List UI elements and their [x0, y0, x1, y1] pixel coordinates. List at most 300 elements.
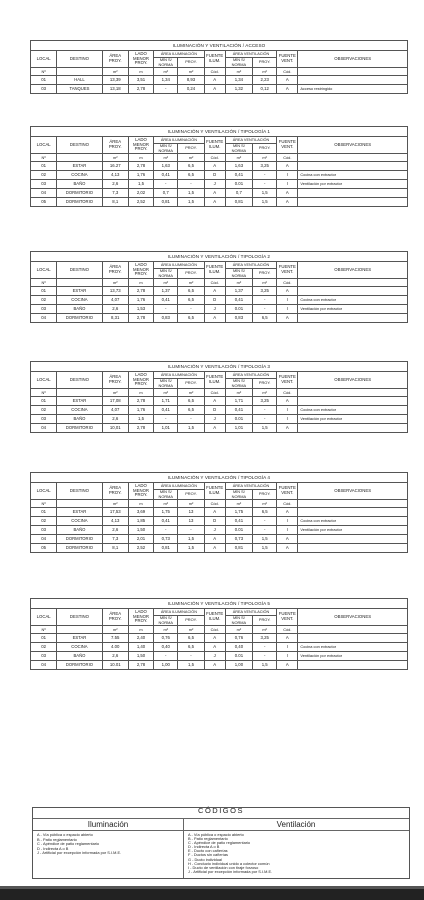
codes-ilum-item: D - Indirecta A o B — [37, 845, 69, 851]
unit-label: m² — [253, 500, 277, 508]
header-proy: PROY. — [253, 58, 277, 68]
cell-local: 02 — [31, 170, 57, 179]
cell-vent-min: 0.01 — [225, 525, 252, 534]
header-observaciones: OBSERVACIONES — [298, 51, 408, 68]
table-row — [31, 534, 408, 543]
table-title: ILUMINACIÓN Y VENTILACIÓN / TIPOLOGÍA 3 — [31, 362, 408, 372]
cell-fuente-ilum: A — [204, 423, 225, 432]
cell-obs — [298, 197, 408, 206]
ilum-vent-table — [30, 472, 408, 553]
cell-area: 7,3 — [102, 534, 128, 543]
ilum-vent-table — [30, 361, 408, 433]
cell-vent-min: 1,63 — [225, 161, 252, 170]
cell-obs — [298, 534, 408, 543]
cell-fuente-vent: I — [277, 405, 298, 414]
cell-vent-min: 0.01 — [225, 651, 252, 660]
header-area-iluminacion: ÁREA ILUMINACIÓN — [154, 483, 205, 490]
cell-fuente-vent: A — [277, 660, 298, 669]
header-fuente-ilum: FUENTE ILUM. — [204, 51, 225, 68]
cell-area: 7,3 — [102, 188, 128, 197]
unit-label — [57, 68, 102, 76]
header-min-norma: MÍN S/ NORMA — [225, 490, 252, 500]
cell-lado: 1,76 — [128, 405, 153, 414]
cell-fuente-vent: A — [277, 75, 298, 84]
cell-local: 03 — [31, 414, 57, 423]
header-proy: PROY. — [253, 616, 277, 626]
header-min-norma: MÍN S/ NORMA — [154, 58, 178, 68]
cell-vent-proy: - — [253, 179, 277, 188]
header-area-ventilacion: ÁREA VENTILACIÓN — [225, 609, 277, 616]
header-proy: PROY. — [178, 144, 204, 154]
header-lado-menor: LADO MENOR PROY. — [128, 483, 153, 500]
header-fuente-ilum: FUENTE ILUM. — [204, 137, 225, 154]
table-row — [31, 543, 408, 552]
table-row — [31, 313, 408, 322]
cell-vent-proy: 2,23 — [253, 75, 277, 84]
cell-vent-min: 1,34 — [225, 75, 252, 84]
cell-area: 2,6 — [102, 179, 128, 188]
cell-lado: 2,78 — [128, 396, 153, 405]
header-fuente-ilum: FUENTE ILUM. — [204, 262, 225, 279]
cell-fuente-vent: A — [277, 507, 298, 516]
cell-fuente-vent: A — [277, 197, 298, 206]
cell-lado: 2,78 — [128, 660, 153, 669]
header-area-proy: ÁREA PROY. — [102, 262, 128, 279]
cell-lado: 2,78 — [128, 423, 153, 432]
cell-lado: 1,40 — [128, 642, 153, 651]
codes-legend — [32, 807, 410, 879]
cell-fuente-ilum: A — [204, 507, 225, 516]
cell-lado: 1,50 — [128, 525, 153, 534]
table-row — [31, 405, 408, 414]
cell-ilum-min: 0,41 — [154, 295, 178, 304]
cell-lado: 3,69 — [128, 507, 153, 516]
unit-label: Nº — [31, 279, 57, 287]
cell-destino: BAÑO — [57, 304, 102, 313]
cell-obs — [298, 543, 408, 552]
table-row — [31, 414, 408, 423]
cell-obs: Cocina con extractor — [298, 295, 408, 304]
cell-ilum-min: 1,37 — [154, 286, 178, 295]
cell-obs: Ventilación por extractor — [298, 414, 408, 423]
unit-label: m² — [154, 626, 178, 634]
cell-fuente-ilum: A — [204, 188, 225, 197]
cell-obs: Ventilación por extractor — [298, 304, 408, 313]
header-area-iluminacion: ÁREA ILUMINACIÓN — [154, 609, 205, 616]
cell-ilum-proy: 6,5 — [178, 161, 204, 170]
unit-label: Cód. — [204, 279, 225, 287]
cell-fuente-vent: I — [277, 295, 298, 304]
cell-area: 2,6 — [102, 304, 128, 313]
cell-area: 13,39 — [102, 75, 128, 84]
header-lado-menor: LADO MENOR PROY. — [128, 51, 153, 68]
cell-vent-proy: 1,5 — [253, 188, 277, 197]
cell-area: 8,31 — [102, 313, 128, 322]
header-fuente-ilum: FUENTE ILUM. — [204, 372, 225, 389]
unit-label: m² — [178, 389, 204, 397]
cell-ilum-min: 0,41 — [154, 170, 178, 179]
header-proy: PROY. — [253, 144, 277, 154]
cell-vent-min: 0,81 — [225, 543, 252, 552]
cell-vent-proy: - — [253, 170, 277, 179]
table-row — [31, 516, 408, 525]
ilum-vent-table — [30, 251, 408, 323]
cell-destino: DORMITORIO — [57, 534, 102, 543]
table-row — [31, 423, 408, 432]
cell-area: 4.00 — [102, 642, 128, 651]
cell-area: 17,08 — [102, 396, 128, 405]
header-destino: DESTINO — [57, 609, 102, 626]
codes-vent-item: E - Ducto con cañerías — [188, 848, 228, 854]
cell-obs — [298, 188, 408, 197]
unit-label: m — [128, 154, 153, 162]
codes-vent-item: A - Vía pública o espacio abierto — [188, 832, 244, 837]
cell-local: 03 — [31, 525, 57, 534]
codes-ilum-item: B - Patio reglamentario — [37, 836, 77, 842]
header-destino: DESTINO — [57, 372, 102, 389]
header-area-proy: ÁREA PROY. — [102, 137, 128, 154]
codes-ilum-item: A - Vía pública o espacio abierto — [37, 832, 93, 837]
cell-local: 02 — [31, 295, 57, 304]
cell-vent-proy: 3,25 — [253, 396, 277, 405]
table-row — [31, 170, 408, 179]
cell-ilum-proy: 13 — [178, 507, 204, 516]
table-row — [31, 651, 408, 660]
cell-vent-proy: - — [253, 405, 277, 414]
header-area-ventilacion: ÁREA VENTILACIÓN — [225, 137, 277, 144]
table-title: ILUMINACIÓN Y VENTILACIÓN / TIPOLOGÍA 4 — [31, 473, 408, 483]
header-lado-menor: LADO MENOR PROY. — [128, 137, 153, 154]
header-area-proy: ÁREA PROY. — [102, 372, 128, 389]
table-row — [31, 660, 408, 669]
cell-obs — [298, 396, 408, 405]
unit-label — [298, 626, 408, 634]
cell-fuente-ilum: J — [204, 525, 225, 534]
cell-lado: 2,78 — [128, 286, 153, 295]
cell-ilum-proy: 6,5 — [178, 286, 204, 295]
header-min-norma: MÍN S/ NORMA — [225, 269, 252, 279]
cell-destino: ESTAR — [57, 396, 102, 405]
cell-vent-min: 1,01 — [225, 423, 252, 432]
header-lado-menor: LADO MENOR PROY. — [128, 372, 153, 389]
cell-destino: COCINA — [57, 642, 102, 651]
cell-destino: DORMITORIO — [57, 660, 102, 669]
units-row — [31, 500, 408, 508]
cell-local: 04 — [31, 313, 57, 322]
unit-label: m² — [178, 154, 204, 162]
cell-lado: 2,78 — [128, 161, 153, 170]
unit-label: Cód. — [204, 626, 225, 634]
cell-fuente-vent: I — [277, 414, 298, 423]
header-local: LOCAL — [31, 137, 57, 154]
cell-vent-min: 0,7 — [225, 188, 252, 197]
cell-ilum-min: 0,73 — [154, 534, 178, 543]
cell-ilum-min: 1,75 — [154, 507, 178, 516]
header-area-ventilacion: ÁREA VENTILACIÓN — [225, 372, 277, 379]
cell-ilum-min: 0,81 — [154, 543, 178, 552]
cell-fuente-vent: A — [277, 286, 298, 295]
cell-vent-proy: - — [253, 414, 277, 423]
cell-fuente-vent: I — [277, 179, 298, 188]
cell-lado: 2,52 — [128, 543, 153, 552]
cell-ilum-min: 1,34 — [154, 75, 178, 84]
header-area-ventilacion: ÁREA VENTILACIÓN — [225, 51, 277, 58]
unit-label: m² — [178, 279, 204, 287]
units-row — [31, 389, 408, 397]
cell-local: 05 — [31, 543, 57, 552]
header-fuente-vent: FUENTE VENT. — [277, 51, 298, 68]
header-area-proy: ÁREA PROY. — [102, 51, 128, 68]
codes-vent-item: F - Ductos sin cañerías — [188, 852, 229, 858]
cell-vent-min: 0,41 — [225, 405, 252, 414]
cell-destino: COCINA — [57, 170, 102, 179]
cell-obs: Ventilación por extractor — [298, 525, 408, 534]
header-proy: PROY. — [178, 490, 204, 500]
cell-area: 13,73 — [102, 286, 128, 295]
unit-label — [298, 279, 408, 287]
unit-label — [57, 279, 102, 287]
header-fuente-vent: FUENTE VENT. — [277, 137, 298, 154]
unit-label: m² — [225, 279, 252, 287]
codes-vent-item: I - Ducto de ventilación con tiraje forzoso — [188, 864, 259, 870]
cell-fuente-vent: A — [277, 534, 298, 543]
cell-ilum-min: 0,41 — [154, 405, 178, 414]
header-min-norma: MÍN S/ NORMA — [225, 144, 252, 154]
cell-vent-proy: 1,5 — [253, 423, 277, 432]
cell-local: 04 — [31, 660, 57, 669]
cell-vent-proy: 1,5 — [253, 660, 277, 669]
header-lado-menor: LADO MENOR PROY. — [128, 262, 153, 279]
cell-ilum-min: 0,81 — [154, 197, 178, 206]
cell-vent-min: 0,73 — [225, 534, 252, 543]
unit-label: Cód. — [277, 68, 298, 76]
unit-label: m² — [178, 626, 204, 634]
cell-ilum-proy: 6,5 — [178, 295, 204, 304]
header-min-norma: MÍN S/ NORMA — [154, 490, 178, 500]
unit-label — [298, 68, 408, 76]
table-row — [31, 84, 408, 93]
cell-destino: DORMITORIO — [57, 188, 102, 197]
header-area-iluminacion: ÁREA ILUMINACIÓN — [154, 262, 205, 269]
cell-lado: 1,76 — [128, 295, 153, 304]
cell-fuente-ilum: D — [204, 405, 225, 414]
cell-lado: 2,52 — [128, 197, 153, 206]
cell-vent-min: 0,41 — [225, 170, 252, 179]
table-title: ILUMINACIÓN Y VENTILACIÓN / TIPOLOGÍA 2 — [31, 252, 408, 262]
header-local: LOCAL — [31, 372, 57, 389]
header-proy: PROY. — [178, 379, 204, 389]
cell-fuente-ilum: A — [204, 660, 225, 669]
cell-obs — [298, 660, 408, 669]
unit-label: Nº — [31, 626, 57, 634]
cell-local: 05 — [31, 197, 57, 206]
cell-vent-proy: - — [253, 295, 277, 304]
cell-destino: COCINA — [57, 295, 102, 304]
cell-local: 02 — [31, 642, 57, 651]
cell-area: 4,13 — [102, 170, 128, 179]
cell-fuente-vent: I — [277, 170, 298, 179]
cell-local: 04 — [31, 188, 57, 197]
unit-label: m² — [178, 68, 204, 76]
units-row — [31, 68, 408, 76]
unit-label: Cód. — [204, 68, 225, 76]
cell-destino: BAÑO — [57, 179, 102, 188]
cell-ilum-min: 1,71 — [154, 396, 178, 405]
header-area-ventilacion: ÁREA VENTILACIÓN — [225, 262, 277, 269]
cell-fuente-ilum: D — [204, 295, 225, 304]
cell-vent-min: 1,00 — [225, 660, 252, 669]
table-row — [31, 75, 408, 84]
cell-vent-min: 0,40 — [225, 642, 252, 651]
codes-vent-list — [188, 833, 272, 874]
cell-fuente-vent: I — [277, 642, 298, 651]
cell-lado: 1,50 — [128, 651, 153, 660]
cell-destino: DORMITORIO — [57, 197, 102, 206]
cell-vent-min: 0.01 — [225, 179, 252, 188]
header-local: LOCAL — [31, 51, 57, 68]
cell-vent-proy: - — [253, 642, 277, 651]
cell-ilum-proy: 1,5 — [178, 423, 204, 432]
unit-label: m² — [253, 154, 277, 162]
cell-area: 4,07 — [102, 405, 128, 414]
cell-area: 8,1 — [102, 197, 128, 206]
header-observaciones: OBSERVACIONES — [298, 137, 408, 154]
cell-lado: 2,40 — [128, 633, 153, 642]
cell-lado: 1,5 — [128, 414, 153, 423]
header-destino: DESTINO — [57, 262, 102, 279]
unit-label: m² — [154, 389, 178, 397]
cell-area: 2,6 — [102, 651, 128, 660]
codes-ilum-item: C - Apéndice de patio reglamentario — [37, 841, 100, 847]
cell-fuente-ilum: J — [204, 414, 225, 423]
cell-lado: 2,02 — [128, 188, 153, 197]
codes-vent-heading: Ventilación — [276, 820, 316, 829]
cell-destino: ESTAR — [57, 633, 102, 642]
cell-obs — [298, 75, 408, 84]
unit-label: Nº — [31, 68, 57, 76]
header-fuente-vent: FUENTE VENT. — [277, 609, 298, 626]
cell-vent-min: 0.01 — [225, 414, 252, 423]
cell-ilum-min: - — [154, 179, 178, 188]
table-row — [31, 179, 408, 188]
cell-ilum-min: 0,83 — [154, 313, 178, 322]
header-fuente-vent: FUENTE VENT. — [277, 262, 298, 279]
cell-obs — [298, 423, 408, 432]
cell-obs: Cocina con extractor — [298, 170, 408, 179]
header-observaciones: OBSERVACIONES — [298, 609, 408, 626]
cell-ilum-proy: 1,5 — [178, 543, 204, 552]
header-local: LOCAL — [31, 483, 57, 500]
cell-destino: BAÑO — [57, 651, 102, 660]
ilum-vent-table — [30, 126, 408, 207]
cell-obs: Cocina con extractor — [298, 405, 408, 414]
cell-area: 2,6 — [102, 525, 128, 534]
cell-vent-min: 1,75 — [225, 507, 252, 516]
table-title: ILUMINACIÓN Y VENTILACIÓN / TIPOLOGÍA 5 — [31, 599, 408, 609]
cell-fuente-vent: A — [277, 543, 298, 552]
unit-label: m² — [102, 68, 128, 76]
unit-label: Cód. — [277, 389, 298, 397]
header-min-norma: MÍN S/ NORMA — [225, 616, 252, 626]
divider — [33, 818, 409, 819]
cell-destino: DORMITORIO — [57, 313, 102, 322]
unit-label: m — [128, 389, 153, 397]
cell-local: 01 — [31, 507, 57, 516]
cell-ilum-proy: 1,5 — [178, 188, 204, 197]
cell-area: 7.55 — [102, 633, 128, 642]
unit-label: Cód. — [204, 389, 225, 397]
ilum-vent-table — [30, 598, 408, 670]
header-area-proy: ÁREA PROY. — [102, 483, 128, 500]
cell-fuente-vent: A — [277, 161, 298, 170]
cell-ilum-min: - — [154, 651, 178, 660]
cell-vent-min: 0,41 — [225, 295, 252, 304]
unit-label: m² — [102, 279, 128, 287]
cell-destino: BAÑO — [57, 525, 102, 534]
header-local: LOCAL — [31, 262, 57, 279]
cell-vent-min: 0.01 — [225, 304, 252, 313]
cell-ilum-proy: 1,5 — [178, 534, 204, 543]
cell-ilum-min: 0,7 — [154, 188, 178, 197]
header-area-iluminacion: ÁREA ILUMINACIÓN — [154, 372, 205, 379]
unit-label: m² — [253, 279, 277, 287]
unit-label: m² — [154, 500, 178, 508]
table-title: ILUMINACIÓN Y VENTILACIÓN / TIPOLOGÍA 1 — [31, 127, 408, 137]
unit-label: m² — [102, 626, 128, 634]
cell-fuente-vent: A — [277, 188, 298, 197]
unit-label: m² — [225, 389, 252, 397]
cell-local: 04 — [31, 423, 57, 432]
table-row — [31, 295, 408, 304]
cell-lado: 1,53 — [128, 304, 153, 313]
cell-destino: ESTAR — [57, 286, 102, 295]
header-min-norma: MÍN S/ NORMA — [154, 616, 178, 626]
unit-label — [57, 500, 102, 508]
cell-fuente-ilum: J — [204, 179, 225, 188]
cell-obs — [298, 161, 408, 170]
cell-area: 10.01 — [102, 660, 128, 669]
codes-ilum-heading: Iluminación — [87, 820, 129, 829]
cell-vent-min: 1,32 — [225, 84, 252, 93]
cell-vent-min: 1,37 — [225, 286, 252, 295]
unit-label: Nº — [31, 500, 57, 508]
unit-label — [57, 389, 102, 397]
cell-obs — [298, 286, 408, 295]
cell-fuente-ilum: A — [204, 313, 225, 322]
header-proy: PROY. — [253, 379, 277, 389]
unit-label: m — [128, 500, 153, 508]
cell-fuente-vent: I — [277, 525, 298, 534]
cell-local: 01 — [31, 633, 57, 642]
unit-label: m² — [253, 68, 277, 76]
cell-fuente-ilum: D — [204, 170, 225, 179]
cell-ilum-proy: 6,5 — [178, 642, 204, 651]
header-observaciones: OBSERVACIONES — [298, 262, 408, 279]
cell-vent-min: 1,71 — [225, 396, 252, 405]
cell-fuente-ilum: A — [204, 633, 225, 642]
unit-label: m² — [154, 68, 178, 76]
unit-label: m² — [178, 500, 204, 508]
unit-label — [57, 154, 102, 162]
cell-area: 13,18 — [102, 84, 128, 93]
cell-obs — [298, 313, 408, 322]
table-row — [31, 396, 408, 405]
cell-ilum-proy: 0,24 — [178, 84, 204, 93]
codes-vent-item: G - Ducto individual — [188, 856, 222, 862]
cell-destino: TANQUES — [57, 84, 102, 93]
cell-fuente-ilum: A — [204, 642, 225, 651]
cell-fuente-ilum: A — [204, 286, 225, 295]
